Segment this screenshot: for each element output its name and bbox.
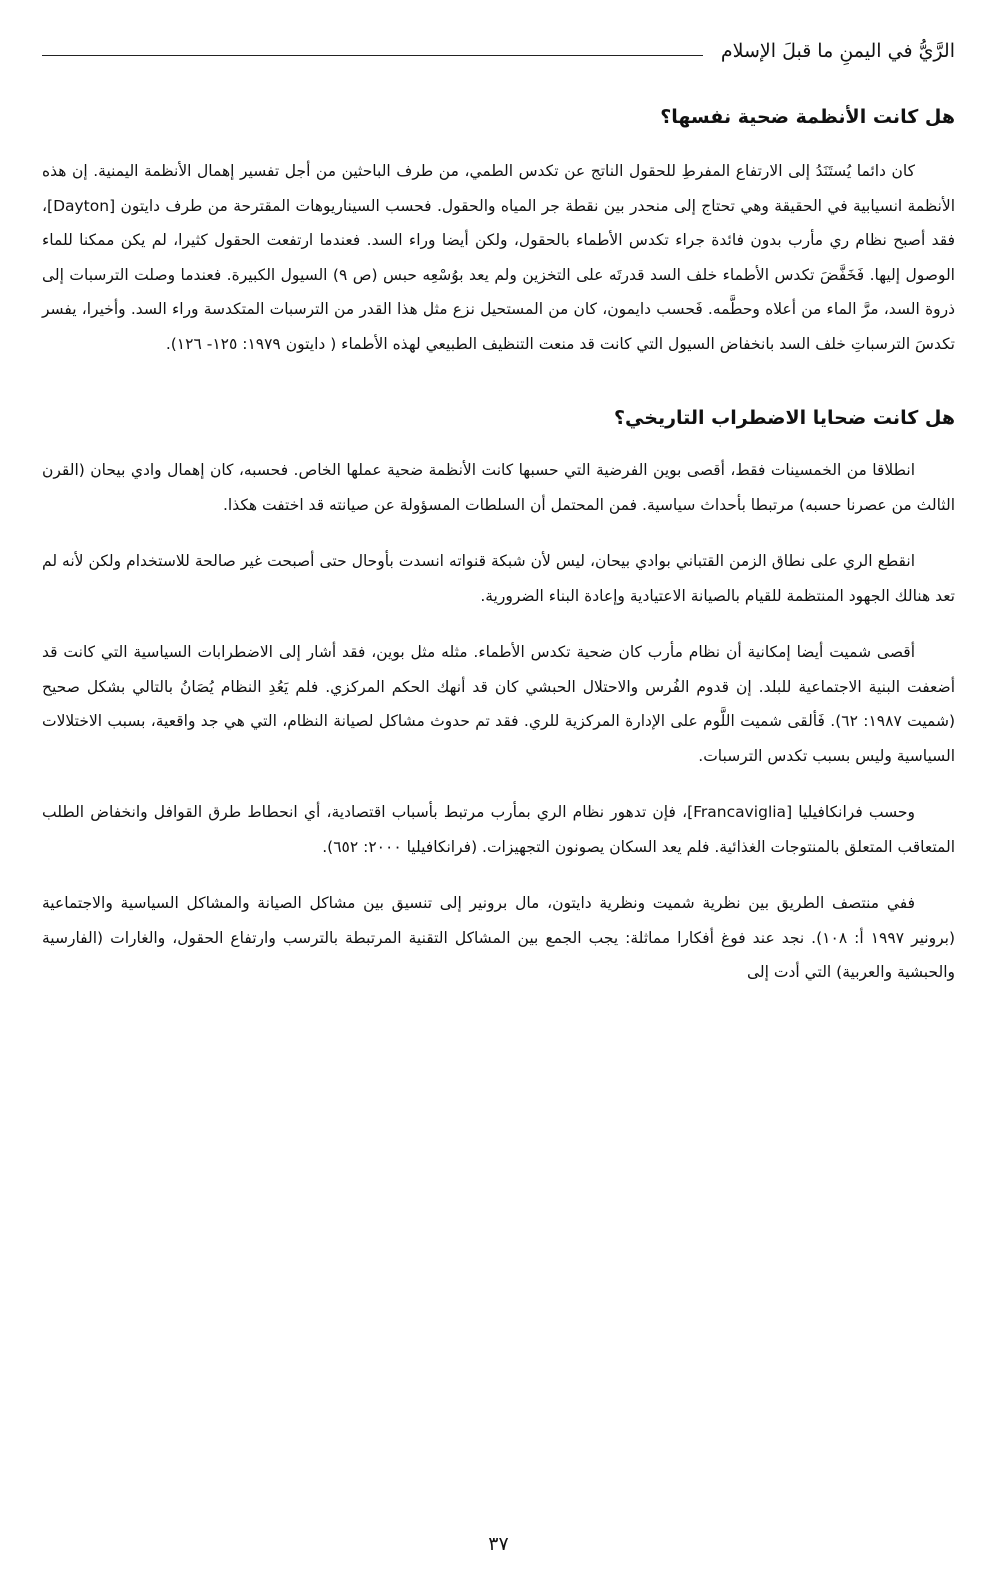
running-header (42, 30, 955, 66)
paragraph: انطلاقا من الخمسينات فقط، أقصى بوين الفرضية التي حسبها كانت الأنظمة ضحية عملها الخاص. فحسبه، كان إهمال وادي بيحان (القرن الثالث من عصرنا حسبه) مرتبطا بأحداث سياسية. فمن المحتمل أن السلطات المسؤولة عن صيانته قد اختفت هكذا. (42, 461, 955, 514)
section-heading: هل كانت ضحايا الاضطراب التاريخي؟ (614, 407, 955, 429)
paragraph: ففي منتصف الطريق بين نظرية شميت ونظرية دايتون، مال برونير إلى تنسيق بين مشاكل الصيانة والمشاكل السياسية والاجتماعية (برونير ١٩٩٧ أ: ١٠٨). نجد عند فوغ أفكارا مماثلة: يجب الجمع بين المشاكل التقنية المرتبطة بالترسب وارتفاع الحقول، والغارات (الفارسية والحبشية والعربية) التي أدت إلى (42, 894, 956, 981)
page-body (42, 96, 955, 990)
paragraph: انقطع الري على نطاق الزمن القتباني بوادي بيحان، ليس لأن شبكة قنواته انسدت بأوحال حتى أصبحت غير صالحة للاستخدام ولكن لأنه لم تعد هنالك الجهود المنتظمة للقيام بالصيانة الاعتيادية وإعادة البناء الضرورية. (42, 552, 955, 605)
paragraph: كان دائما يُستَنَدُ إلى الارتفاع المفرطِ للحقول الناتج عن تكدس الطمي، من طرف الباحثين من أجل تفسير إهمال الأنظمة اليمنية. إن هذه الأنظمة انسيابية في الحقيقة وهي تحتاج إلى منحدر بين نقطة جر المياه والحقول. فحسب السيناريوهات المقترحة من طرف دايتون [Dayton]، فقد أصبح نظام ري مأرب بدون فائدة جراء تكدس الأطماء بالحقول، ولكن أيضا وراء السد. فعندما ارتفعت الحقول كثيرا، لم يكن ممكنا للماء الوصول إليها. فَخَفَّضَ تكدس الأطماء خلف السد قدرتَه على التخزين ولم يعد بوُسْعِه حبس (ص ٩) السيول الكبيرة. فعندما وصلت الترسبات إلى ذروة السد، مرَّ الماء من أعلاه وحطَّمه. فَحسب دايمون، كان من المستحيل نزع مثل هذا القدر من الترسبات المتكدسة وراء السد. وأخيرا، يفسر تكدسَ الترسباتِ خلف السد بانخفاض السيول التي كانت قد منعت التنظيف الطبيعي لهذه الأطماء ( دايتون ١٩٧٩: ١٢٥- ١٢٦). (42, 162, 955, 353)
page-number: ٣٧ (488, 1533, 509, 1555)
header-rule (42, 55, 703, 56)
paragraph: أقصى شميت أيضا إمكانية أن نظام مأرب كان ضحية تكدس الأطماء. مثله مثل بوين، فقد أشار إلى الاضطرابات السياسية التي كانت قد أضعفت البنية الاجتماعية للبلد. إن قدوم الفُرس والاحتلال الحبشي كان قد أنهك الحكم المركزي. فلم يَعُدِ النظام يُصَانُ بالتالي بشكل صحيح (شميت ١٩٨٧: ٦٢). فَألقى شميت اللَّوم على الإدارة المركزية للري. فقد تم حدوث مشاكل لصيانة النظام، التي هي جد واقعية، بسبب الاختلالات السياسية وليس بسبب تكدس الترسبات. (42, 643, 956, 765)
section-heading: هل كانت الأنظمة ضحية نفسها؟ (660, 106, 955, 128)
running-title: الرَّيُّ في اليمنِ ما قبلَ الإسلام (720, 40, 955, 62)
paragraph: وحسب فرانكافيليا [Francaviglia]، فإن تدهور نظام الري بمأرب مرتبط بأسباب اقتصادية، أي انحطاط طرق القوافل وانخفاض الطلب المتعاقب المتعلق بالمنتوجات الغذائية. فلم يعد السكان يصونون التجهيزات. (فرانكافيليا ٢٠٠٠: ٦٥٢). (42, 803, 955, 856)
